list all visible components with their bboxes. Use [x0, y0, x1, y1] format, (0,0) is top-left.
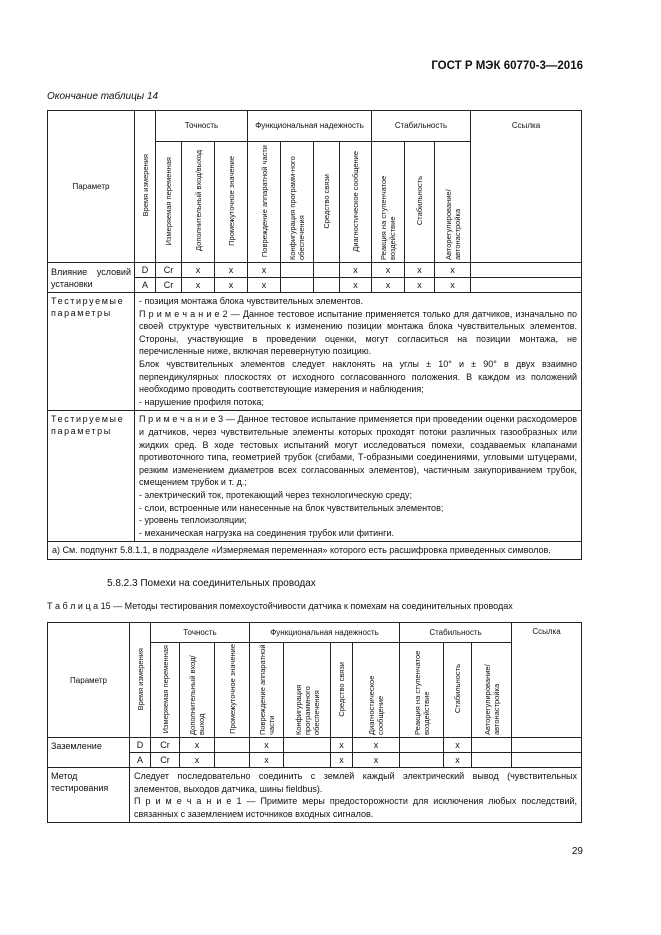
text-line: Блок чувствительных элементов следует наклонять на углы ± 10° и ± 90° в двух взаимно перпендикулярных плоскостях от исходного согласованного положения. В каждом из положений необходимо проводить соответствующие измерения и наблюдения;: [139, 358, 578, 395]
data-cell: x: [331, 753, 353, 768]
data-cell: [400, 738, 444, 753]
data-cell: x: [250, 753, 284, 768]
section-heading: 5.8.2.3 Помехи на соединительных проводах: [107, 578, 316, 589]
data-cell: x: [215, 263, 248, 278]
data-cell: x: [248, 263, 281, 278]
time-cell: D: [130, 738, 151, 753]
text-line: Следует последовательно соединить с землей каждый электрический вывод (чувствительных элементов, выходов датчика, шины fieldbus).: [134, 771, 578, 794]
group-accuracy: Точность: [156, 111, 248, 142]
text-line: - нарушение профиля потока;: [139, 396, 264, 407]
text-line: - механическая нагрузка на соединения трубок или фитинги.: [139, 527, 394, 538]
data-cell: [281, 278, 314, 293]
data-cell: [281, 263, 314, 278]
col-diagnostic-message: Диагностическое сообщение: [340, 142, 372, 263]
time-cell: A: [130, 753, 151, 768]
text-line: - слои, встроенные или нанесенные на блок чувствительных элементов;: [139, 502, 444, 513]
data-cell: Cr: [151, 738, 180, 753]
time-header: Время измерения: [130, 623, 151, 738]
data-cell: x: [248, 278, 281, 293]
table-row: [48, 738, 582, 753]
group-stability: Стабильность: [400, 623, 512, 643]
data-cell: x: [353, 738, 400, 753]
param-header: Параметр: [48, 111, 135, 263]
col-stability: Стабильность: [405, 142, 435, 263]
group-accuracy: Точность: [151, 623, 250, 643]
data-cell: [472, 738, 512, 753]
col-additional-io: Дополнительный вход/выход: [180, 643, 215, 738]
col-auto-tuning: Автoрегулирование/ автонастройка: [472, 643, 512, 738]
test-method-label: Метод тестирования: [48, 768, 130, 823]
time-cell: A: [135, 278, 156, 293]
text-line: - уровень теплоизоляции;: [139, 515, 247, 526]
data-cell: x: [182, 263, 215, 278]
table-15: [47, 622, 582, 823]
note-3: П р и м е ч а н и е 3 — Данное тестовое испытание применяется при проведении оценки расходомеров и датчиков, через чувствительные элементы которых проходят потоки различных газообразных или жидких сред. В ходе тестовых испытаний могут исследоваться помехи, создаваемых клапанами противоточного типа, геометрией трубок (сгибами, Т-образными соединениями, угловыми штуцерами, резким изменением диаметров всех согласованных элементов), частичным закупориванием трубок, смещением трубок и т. д.;: [139, 414, 578, 488]
tested-params-text-1: [135, 293, 582, 411]
table-row: [48, 263, 582, 278]
data-cell: [314, 278, 340, 293]
data-cell: x: [340, 278, 372, 293]
group-reference: Ссылка: [471, 111, 582, 263]
col-measured-variable: Измеряемая переменная: [151, 643, 180, 738]
data-cell: [215, 738, 250, 753]
data-cell: x: [435, 278, 471, 293]
time-header: Время измерения: [135, 111, 156, 263]
data-cell: [471, 278, 582, 293]
table-row: [48, 768, 582, 823]
data-cell: [314, 263, 340, 278]
test-method-text: [130, 768, 582, 823]
page-number: 29: [571, 846, 583, 857]
param-header: Параметр: [48, 623, 130, 738]
data-cell: x: [180, 738, 215, 753]
table-row: [48, 411, 582, 542]
data-cell: [215, 753, 250, 768]
col-software-config: Конфигурация программ-ного обеспечения: [281, 142, 314, 263]
note-2: П р и м е ч а н и е 2 — Данное тестовое испытание применяется только для датчиков, изначально по своей структуре чувствительных к изменению позиции монтажа блока чувствительных элементов. Стороны, участвующие в проведении оценки, могут согласиться на позиции монтажа, не перечисленные ниже, включая перевернутую позицию.: [139, 308, 578, 357]
table-row: [48, 542, 582, 560]
group-stability: Стабильность: [372, 111, 471, 142]
data-cell: [400, 753, 444, 768]
group-functional-reliability: Функциональная надежность: [248, 111, 372, 142]
col-hardware-damage: Повреждение аппаратной части: [250, 643, 284, 738]
data-cell: x: [182, 278, 215, 293]
data-cell: [471, 263, 582, 278]
data-cell: x: [372, 278, 405, 293]
col-diagnostic-message: Диагностическое сообщение: [353, 643, 400, 738]
tested-params-label-1: Тестируемые параметры: [48, 293, 135, 411]
table-14: [47, 110, 582, 560]
document-standard-number: ГОСТ Р МЭК 60770-3—2016: [431, 60, 583, 72]
group-reference: Ссылка: [512, 623, 582, 738]
data-cell: [284, 738, 331, 753]
data-cell: x: [372, 263, 405, 278]
col-measured-variable: Измеряемая переменная: [156, 142, 182, 263]
table14-continuation-caption: Окончание таблицы 14: [47, 91, 159, 102]
data-cell: Cr: [151, 753, 180, 768]
data-cell: x: [340, 263, 372, 278]
tested-params-text-2: [135, 411, 582, 542]
data-cell: x: [331, 738, 353, 753]
data-cell: [284, 753, 331, 768]
col-intermediate-value: Промежуточное значение: [215, 643, 250, 738]
data-cell: x: [353, 753, 400, 768]
col-software-config: Конфигурация программного обеспечения: [284, 643, 331, 738]
col-stability: Стабильность: [444, 643, 472, 738]
table14-footnote: а) См. подпункт 5.8.1.1, в подразделе «Измеряемая переменная» которого есть расшифровка приведенных символов.: [48, 542, 582, 560]
data-cell: x: [215, 278, 248, 293]
data-cell: Cr: [156, 263, 182, 278]
col-intermediate-value: Промежуточное значение: [215, 142, 248, 263]
ground-label: Заземление: [48, 738, 130, 768]
data-cell: x: [444, 753, 472, 768]
data-cell: [472, 753, 512, 768]
data-cell: x: [405, 278, 435, 293]
col-communication: Средство связи: [314, 142, 340, 263]
note-1: П р и м е ч а н и е 1 — Примите меры предосторожности для исключения любых последствий, связанных с заземлением источников входных сигналов.: [134, 796, 578, 819]
text-line: - позиция монтажа блока чувствительных элементов.: [139, 296, 363, 306]
col-step-response: Реакция на ступенчатое воздействие: [372, 142, 405, 263]
data-cell: x: [180, 753, 215, 768]
col-hardware-damage: Повреждение аппаратной части: [248, 142, 281, 263]
data-cell: x: [405, 263, 435, 278]
group-functional-reliability: Функциональная надежность: [250, 623, 400, 643]
data-cell: x: [444, 738, 472, 753]
data-cell: x: [250, 738, 284, 753]
data-cell: [512, 738, 582, 753]
table15-caption: Т а б л и ц а 15 — Методы тестирования помехоустойчивости датчика к помехам на соединительных проводах: [47, 601, 513, 611]
influence-label: Влияние условий установки: [48, 263, 135, 293]
col-auto-tuning: Автoрегулирование/ автонастройка: [435, 142, 471, 263]
table-row: [48, 293, 582, 411]
data-cell: [512, 753, 582, 768]
data-cell: Cr: [156, 278, 182, 293]
col-step-response: Реакция на ступенчатое воздействие: [400, 643, 444, 738]
tested-params-label-2: Тестируемые параметры: [48, 411, 135, 542]
col-additional-io: Дополнительный вход/выход: [182, 142, 215, 263]
col-communication: Средство связи: [331, 643, 353, 738]
time-cell: D: [135, 263, 156, 278]
text-line: - электрический ток, протекающий через технологическую среду;: [139, 489, 413, 500]
data-cell: x: [435, 263, 471, 278]
